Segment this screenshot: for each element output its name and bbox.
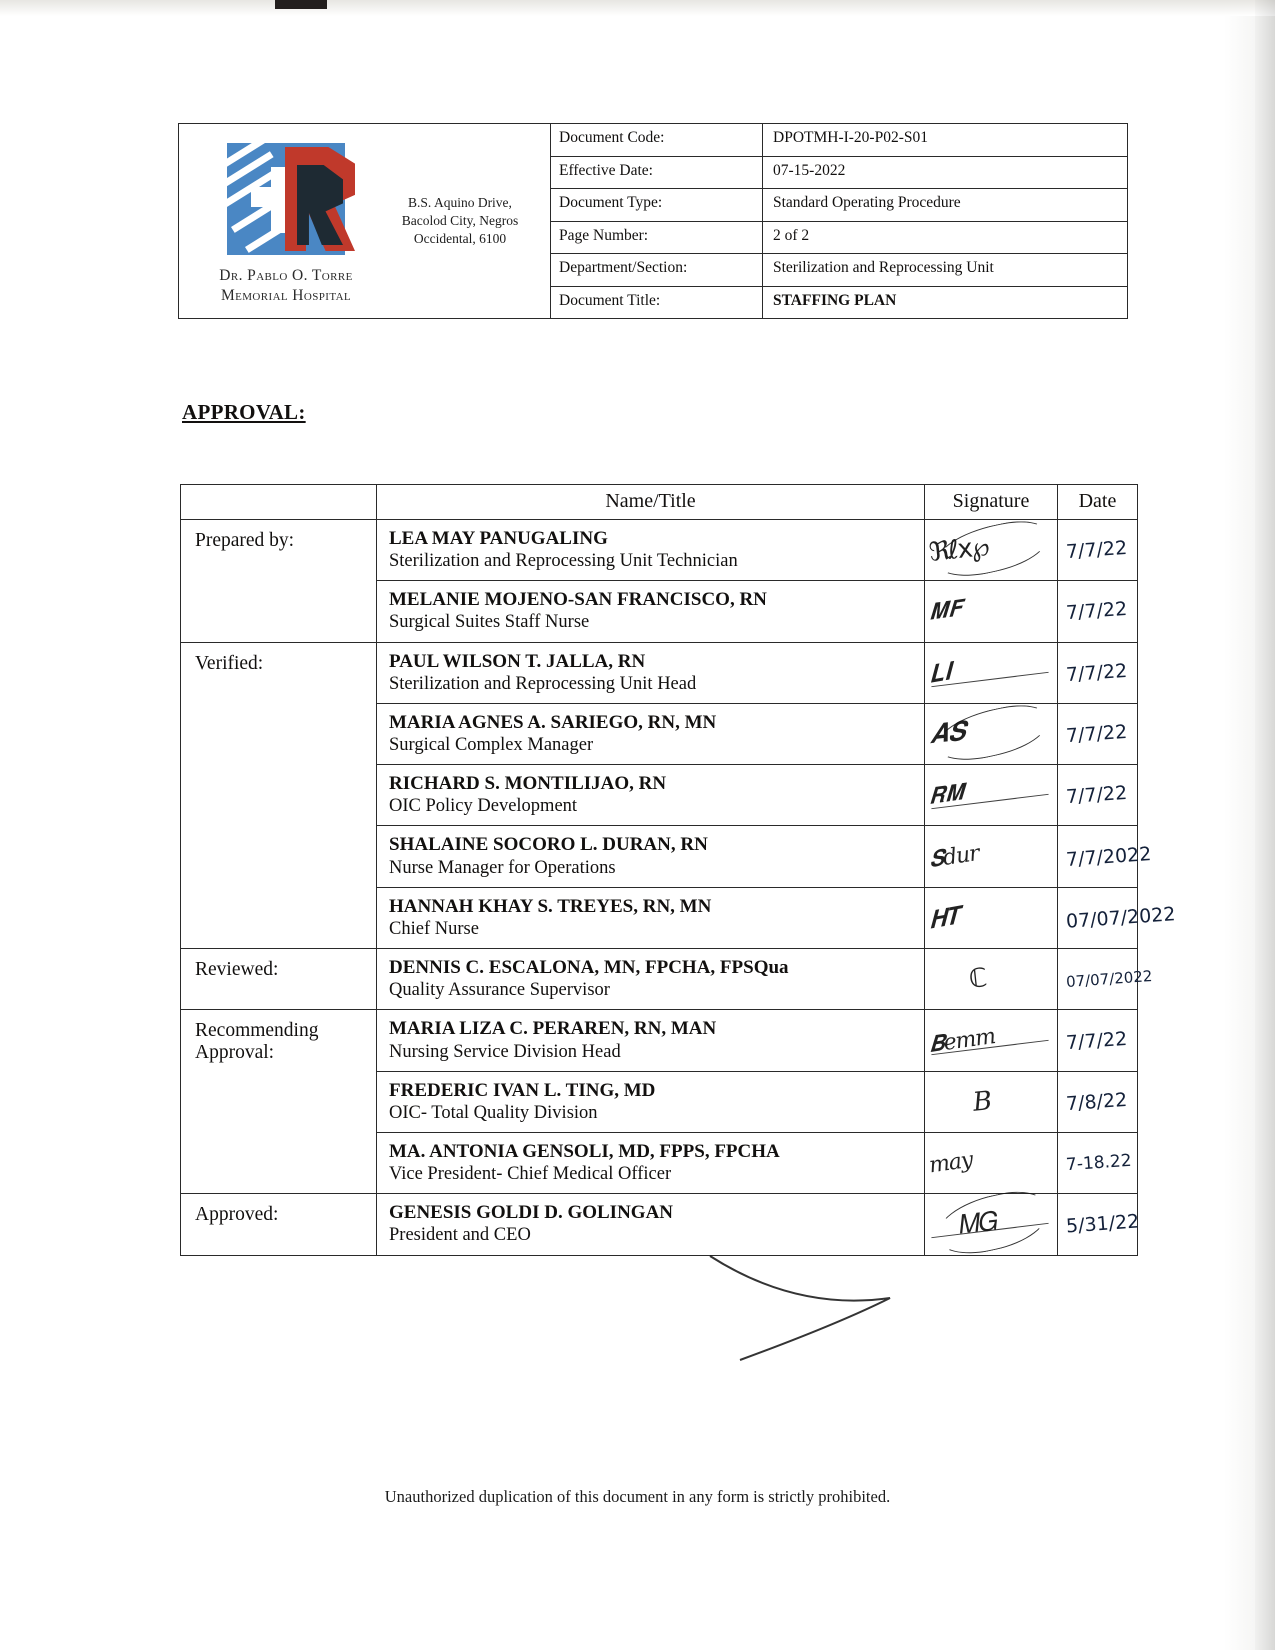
- table-row: [181, 520, 1138, 581]
- person-cell: [377, 581, 925, 642]
- meta-label-effective-date: Effective Date:: [551, 157, 763, 189]
- date-cell: [1058, 1010, 1138, 1071]
- person-cell: [377, 520, 925, 581]
- signature-date: 7/7/22: [1065, 720, 1128, 748]
- person-name: HANNAH KHAY S. TREYES, RN, MN: [389, 895, 712, 917]
- signature-date: 7/8/22: [1065, 1088, 1128, 1115]
- handwritten-signature-icon: 𝑀𝐺: [957, 1207, 999, 1241]
- document-header: [178, 123, 1128, 319]
- handwritten-signature-icon: 𝑨 𝑺: [927, 716, 966, 751]
- approval-heading: APPROVAL:: [182, 400, 306, 424]
- person-title: OIC Policy Development: [389, 796, 578, 817]
- person-cell: [377, 1132, 925, 1193]
- signature-date: 7-18.22: [1065, 1150, 1133, 1176]
- signature-cell: [925, 520, 1058, 581]
- role-label-approved: Approved:: [181, 1194, 377, 1255]
- table-row: [181, 949, 1138, 1010]
- approval-table: [180, 484, 1177, 1256]
- signature-cell: [925, 949, 1058, 1010]
- meta-label-document-code: Document Code:: [551, 124, 763, 156]
- scan-edge: [0, 0, 1275, 16]
- logo-mark: [211, 139, 361, 267]
- date-cell: [1058, 703, 1138, 764]
- signature-tail-icon: [700, 1248, 960, 1368]
- meta-value-effective-date: 07-15-2022: [773, 161, 846, 179]
- role-label-recommending-approval: Recommending Approval:: [181, 1010, 377, 1194]
- date-cell: [1058, 949, 1153, 1010]
- person-name: SHALAINE SOCORO L. DURAN, RN: [389, 834, 708, 856]
- date-cell: [1058, 520, 1138, 581]
- handwritten-signature-icon: ℂ: [967, 963, 987, 995]
- meta-row: [551, 189, 1127, 222]
- handwritten-signature-icon: 𝑴 𝑭: [927, 596, 963, 627]
- header-logo-cell: [179, 124, 551, 318]
- person-cell: [377, 1194, 925, 1255]
- handwritten-signature-icon: 𝑯𝑻: [926, 901, 962, 935]
- footer-note: Unauthorized duplication of this document in any form is strictly prohibited.: [384, 1487, 891, 1506]
- person-name: GENESIS GOLDI D. GOLINGAN: [389, 1202, 674, 1224]
- person-name: FREDERIC IVAN L. TING, MD: [389, 1079, 656, 1101]
- hospital-address: B.S. Aquino Drive, Bacolod City, Negros Occidental, 6100: [401, 194, 519, 247]
- role-label-prepared-by: Prepared by:: [181, 520, 377, 643]
- date-cell: [1058, 642, 1138, 703]
- meta-label-department: Department/Section:: [551, 254, 763, 286]
- meta-label-page-number: Page Number:: [551, 222, 763, 254]
- handwritten-signature-icon: 𝑹 𝑴: [927, 780, 965, 811]
- signature-date: 5/31/22: [1065, 1210, 1140, 1238]
- person-name: PAUL WILSON T. JALLA, RN: [389, 650, 646, 672]
- meta-label-document-title: Document Title:: [551, 287, 763, 319]
- signature-cell: [925, 642, 1058, 703]
- date-cell: [1058, 1071, 1138, 1132]
- person-title: Nurse Manager for Operations: [389, 857, 616, 878]
- signature-cell: [925, 581, 1058, 642]
- signature-cell: [925, 826, 1058, 887]
- column-header-name-title: Name/Title: [377, 485, 925, 520]
- meta-value-document-code: DPOTMH-I-20-P02-S01: [773, 129, 928, 146]
- date-cell: [1058, 765, 1138, 826]
- signature-date: 7/7/22: [1065, 782, 1128, 809]
- table-row: [181, 1194, 1138, 1255]
- person-cell: [377, 949, 925, 1010]
- signature-date: 7/7/2022: [1065, 842, 1153, 871]
- person-cell: [377, 642, 925, 703]
- signature-cell: [925, 887, 1058, 948]
- header-meta-table: [551, 124, 1127, 318]
- date-cell: [1058, 826, 1153, 887]
- person-title: Surgical Suites Staff Nurse: [389, 612, 590, 633]
- signature-date: 07/07/2022: [1065, 903, 1177, 933]
- person-cell: [377, 887, 925, 948]
- handwritten-signature-icon: 𝑳 𝑰: [926, 657, 953, 689]
- person-title: OIC- Total Quality Division: [389, 1102, 598, 1123]
- signature-date: 07/07/2022: [1065, 967, 1153, 992]
- person-cell: [377, 765, 925, 826]
- table-row: [181, 1010, 1138, 1071]
- person-title: Quality Assurance Supervisor: [389, 980, 610, 1001]
- person-title: Vice President- Chief Medical Officer: [389, 1164, 672, 1185]
- column-header-role: [181, 485, 377, 520]
- handwritten-signature-icon: ℜℓ x ℘: [927, 532, 990, 569]
- table-header-row: [181, 485, 1138, 520]
- person-name: RICHARD S. MONTILIJAO, RN: [389, 773, 667, 795]
- column-header-signature: Signature: [925, 485, 1058, 520]
- meta-row: [551, 124, 1127, 157]
- meta-label-document-type: Document Type:: [551, 189, 763, 221]
- signature-date: 7/7/22: [1065, 537, 1128, 564]
- signature-date: 7/7/22: [1065, 598, 1128, 625]
- scan-artifact: [275, 0, 327, 9]
- date-cell: [1058, 887, 1177, 948]
- date-cell: [1058, 1132, 1138, 1193]
- person-title: President and CEO: [389, 1225, 531, 1246]
- signature-cell: [925, 1132, 1058, 1193]
- person-cell: [377, 1071, 925, 1132]
- signature-cell: [925, 765, 1058, 826]
- logo-dark-letter: [297, 165, 343, 245]
- hospital-name: [193, 266, 379, 305]
- person-title: Nursing Service Division Head: [389, 1041, 621, 1062]
- person-cell: [377, 826, 925, 887]
- hospital-cross-logo-icon: [189, 131, 379, 311]
- hospital-name-line1: Dr. Pablo O. Torre: [219, 267, 353, 285]
- signature-cell: [925, 703, 1058, 764]
- person-title: Chief Nurse: [389, 918, 479, 939]
- signature-cell: [925, 1071, 1058, 1132]
- handwritten-signature-icon: 𝐵: [971, 1085, 993, 1118]
- signature-cell: [925, 1194, 1058, 1255]
- person-cell: [377, 703, 925, 764]
- meta-row: [551, 222, 1127, 255]
- role-label-reviewed: Reviewed:: [181, 949, 377, 1010]
- signature-cell: [925, 1010, 1058, 1071]
- role-label-verified: Verified:: [181, 642, 377, 948]
- signature-date: 7/7/22: [1065, 659, 1128, 686]
- table-row: [181, 642, 1138, 703]
- person-cell: [377, 1010, 925, 1071]
- meta-value-page-number: 2 of 2: [773, 226, 810, 244]
- hospital-name-line2: Memorial Hospital: [220, 286, 352, 304]
- meta-value-document-type: Standard Operating Procedure: [773, 194, 961, 211]
- scan-shadow: [1255, 0, 1275, 1650]
- meta-row: [551, 287, 1127, 319]
- handwritten-signature-icon: 𝑚𝑎𝑦: [927, 1147, 974, 1179]
- meta-row: [551, 254, 1127, 287]
- person-name: DENNIS C. ESCALONA, MN, FPCHA, FPSQua: [389, 957, 789, 979]
- person-name: MELANIE MOJENO-SAN FRANCISCO, RN: [389, 589, 767, 611]
- person-name: MARIA LIZA C. PERAREN, RN, MAN: [389, 1018, 717, 1040]
- meta-row: [551, 157, 1127, 190]
- person-title: Sterilization and Reprocessing Unit Technician: [389, 551, 738, 572]
- person-name: MARIA AGNES A. SARIEGO, RN, MN: [389, 711, 717, 733]
- handwritten-signature-icon: 𝑺𝑑𝑢𝑟: [927, 840, 981, 873]
- handwritten-signature-icon: 𝑩𝑒𝑚𝑚: [927, 1023, 997, 1058]
- meta-value-department: Sterilization and Reprocessing Unit: [773, 259, 994, 276]
- person-name: MA. ANTONIA GENSOLI, MD, FPPS, FPCHA: [389, 1140, 780, 1162]
- signature-date: 7/7/22: [1065, 1027, 1128, 1054]
- column-header-date: Date: [1058, 485, 1138, 520]
- person-title: Sterilization and Reprocessing Unit Head: [389, 673, 697, 694]
- person-name: LEA MAY PANUGALING: [389, 528, 608, 549]
- meta-value-document-title: STAFFING PLAN: [773, 291, 897, 309]
- person-title: Surgical Complex Manager: [389, 735, 594, 756]
- date-cell: [1058, 581, 1138, 642]
- date-cell: [1058, 1194, 1138, 1255]
